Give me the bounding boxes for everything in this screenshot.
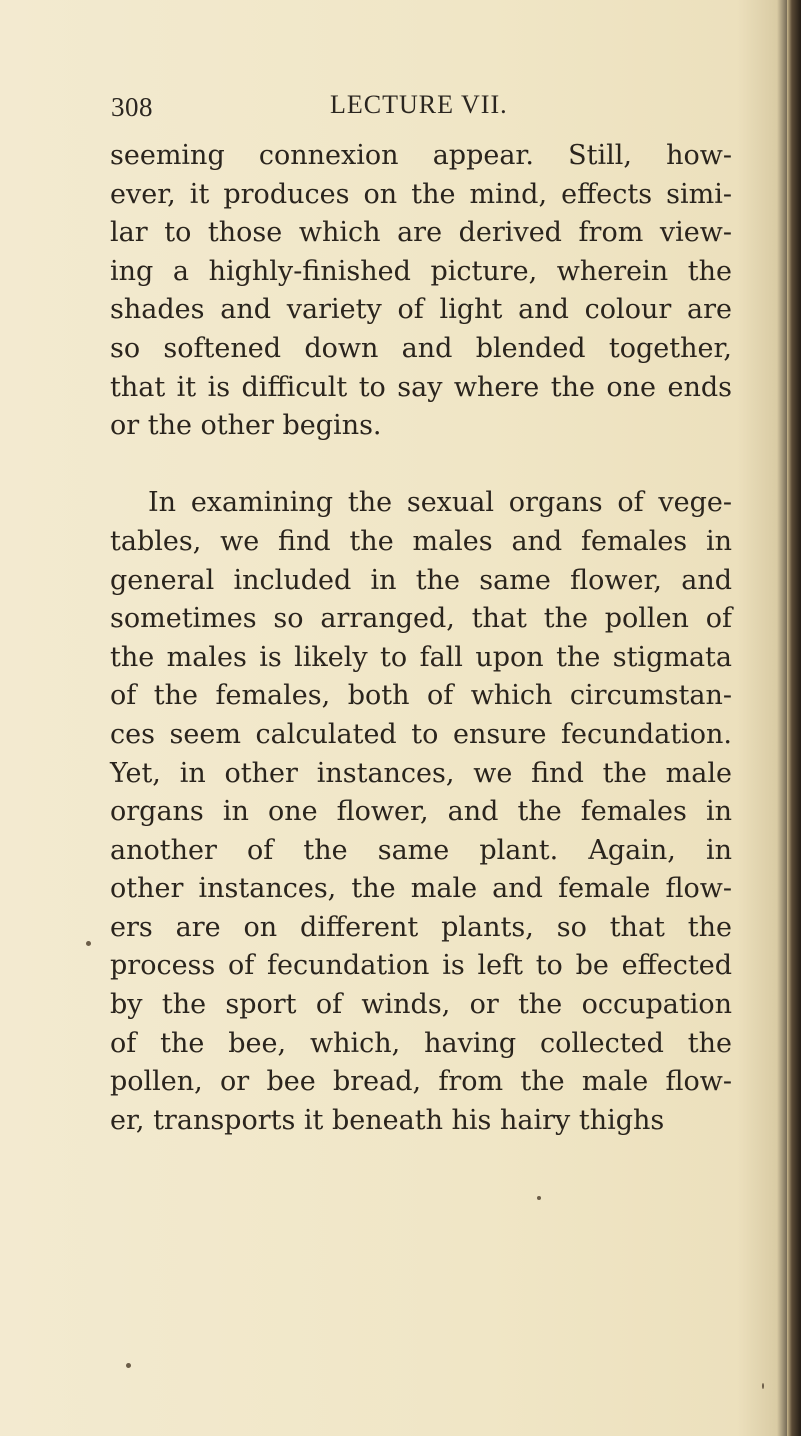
text-line: ces seem calculated to ensure fecundation. (110, 718, 732, 750)
text-line: another of the same plant. Again, in (110, 834, 732, 866)
text-line: of the bee, which, having collected the (110, 1027, 732, 1059)
text-line: seeming connexion appear. Still, how- (110, 140, 732, 171)
text-line: ever, it produces on the mind, effects simi- (110, 178, 732, 210)
paper-speck (537, 1196, 541, 1200)
text-line: that it is difficult to say where the one ends (110, 371, 732, 403)
paper-speck (86, 941, 91, 946)
running-head: LECTURE VII. (330, 90, 508, 119)
text-line: In examining the sexual organs of vege- (148, 487, 732, 519)
body-text (110, 137, 732, 1140)
text-line: ers are on different plants, so that the (110, 911, 732, 943)
text-line: other instances, the male and female flow- (110, 873, 732, 905)
text-line: so softened down and blended together, (110, 332, 732, 364)
text-line: tables, we find the males and females in (110, 525, 732, 557)
page-edge-shadow (787, 0, 801, 1436)
text-line: pollen, or bee bread, from the male flow- (110, 1066, 732, 1098)
text-line: Yet, in other instances, we find the male (110, 757, 732, 789)
text-line: lar to those which are derived from view- (110, 217, 732, 249)
text-line: sometimes so arranged, that the pollen of (110, 603, 732, 635)
text-line: of the females, both of which circumstan- (110, 680, 732, 712)
paragraph-gap (110, 446, 732, 485)
page-header (0, 88, 790, 132)
page-number: 308 (111, 92, 153, 122)
paragraph-1 (110, 137, 732, 446)
paper-speck (126, 1363, 131, 1368)
text-line: er, transports it beneath his hairy thighs (110, 1104, 665, 1136)
text-line: the males is likely to fall upon the stigmata (110, 641, 732, 673)
text-line: general included in the same flower, and (110, 564, 732, 596)
text-line: by the sport of winds, or the occupation (110, 989, 732, 1021)
text-line: process of fecundation is left to be effected (110, 950, 732, 982)
text-line: shades and variety of light and colour are (110, 294, 732, 326)
paper-speck (762, 1383, 764, 1389)
text-line: ing a highly-finished picture, wherein the (110, 255, 732, 287)
paragraph-2 (110, 484, 732, 1140)
text-line: or the other begins. (110, 410, 382, 442)
text-line: organs in one flower, and the females in (110, 796, 732, 828)
